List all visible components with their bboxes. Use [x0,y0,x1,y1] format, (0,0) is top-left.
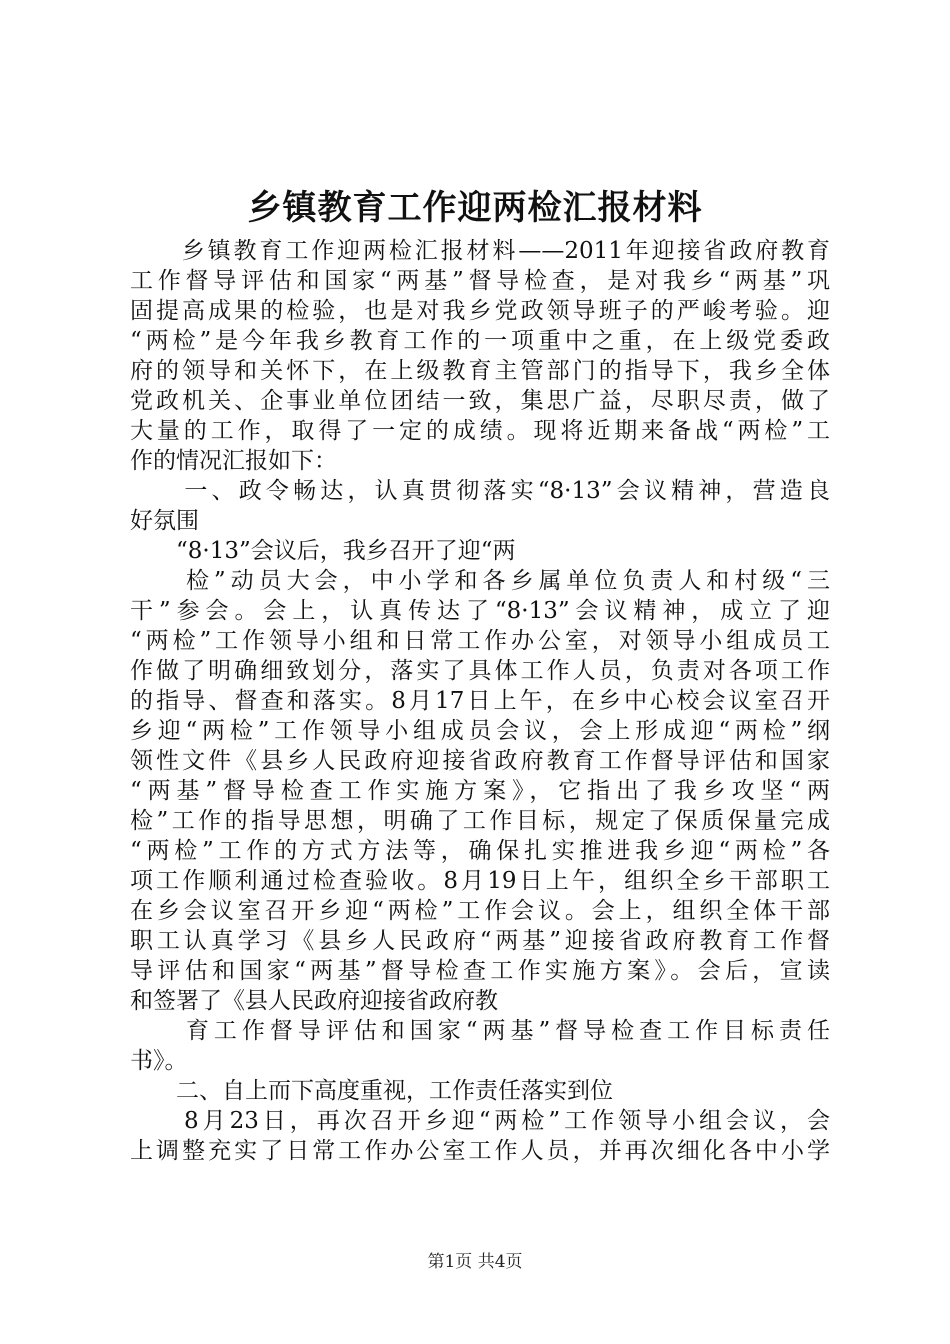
body-line: 在乡会议室召开乡迎“两检”工作会议。会上，组织全体干部 [130,898,830,924]
body-line: 好氛围 [130,508,199,534]
body-line: 大量的工作，取得了一定的成绩。现将近期来备战“两检”工 [130,418,830,444]
body-line: “两基”督导检查工作实施方案》，它指出了我乡攻坚“两 [130,778,830,804]
body-line: 作的情况汇报如下： [130,448,337,474]
document-body [130,236,830,1166]
body-line: 党政机关、企事业单位团结一致，集思广益，尽职尽责，做了 [130,388,830,414]
body-line: 固提高成果的检验，也是对我乡党政领导班子的严峻考验。迎 [130,298,830,324]
page-number-footer: 第1页 共4页 [427,1252,523,1272]
document-title: 乡镇教育工作迎两检汇报材料 [247,188,703,228]
body-line: 工作督导评估和国家“两基”督导检查，是对我乡“两基”巩 [130,268,830,294]
body-line: 二、自上而下高度重视，工作责任落实到位 [130,1078,613,1104]
body-line: 项工作顺利通过检查验收。8月19日上午，组织全乡干部职工 [130,868,830,894]
body-line: 导评估和国家“两基”督导检查工作实施方案》。会后，宣读 [130,958,830,984]
body-line: 和签署了《县人民政府迎接省政府教 [130,988,498,1014]
body-line: 书》。 [130,1048,188,1074]
body-line: 一、政令畅达，认真贯彻落实“8·13”会议精神，营造良 [130,478,830,504]
body-line: 检”工作的指导思想，明确了工作目标，规定了保质保量完成 [130,808,830,834]
body-line: “8·13”会议后，我乡召开了迎“两 [130,538,516,564]
body-line: 的指导、督查和落实。8月17日上午，在乡中心校会议室召开 [130,688,830,714]
body-line: 领性文件《县乡人民政府迎接省政府教育工作督导评估和国家 [130,748,830,774]
body-line: 职工认真学习《县乡人民政府“两基”迎接省政府教育工作督 [130,928,830,954]
body-line: 育工作督导评估和国家“两基”督导检查工作目标责任 [130,1018,830,1044]
body-line: 检”动员大会，中小学和各乡属单位负责人和村级“三 [130,568,830,594]
body-line: 上调整充实了日常工作办公室工作人员，并再次细化各中小学 [130,1138,830,1164]
body-line: 作做了明确细致划分，落实了具体工作人员，负责对各项工作 [130,658,830,684]
body-line: 8月23日，再次召开乡迎“两检”工作领导小组会议，会 [130,1108,830,1134]
body-line: “两检”工作领导小组和日常工作办公室，对领导小组成员工 [130,628,830,654]
body-line: “两检”工作的方式方法等，确保扎实推进我乡迎“两检”各 [130,838,830,864]
body-line: “两检”是今年我乡教育工作的一项重中之重，在上级党委政 [130,328,830,354]
body-line: 乡镇教育工作迎两检汇报材料——2011年迎接省政府教育 [130,238,830,264]
body-line: 府的领导和关怀下，在上级教育主管部门的指导下，我乡全体 [130,358,830,384]
body-line: 干”参会。会上，认真传达了“8·13”会议精神，成立了迎 [130,598,830,624]
body-line: 乡迎“两检”工作领导小组成员会议，会上形成迎“两检”纲 [130,718,830,744]
